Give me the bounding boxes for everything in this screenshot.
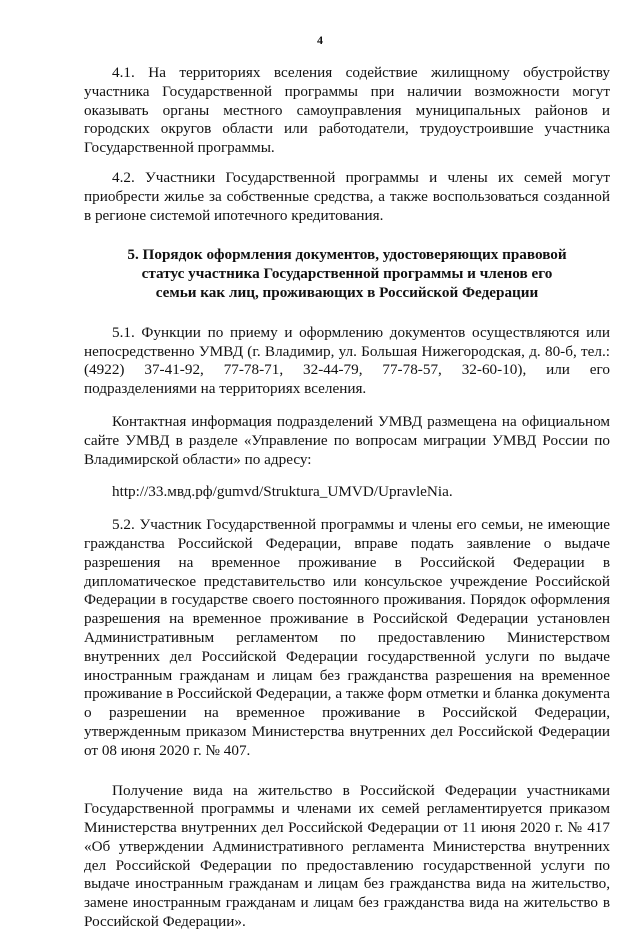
section-5-heading bbox=[84, 246, 610, 302]
umvd-url-link[interactable]: http://33.мвд.рф/gumvd/Struktura_UMVD/UpravleNia. bbox=[112, 483, 453, 501]
paragraph-contact-info: Контактная информация подразделений УМВД размещена на официальном сайте УМВД в разделе «Управление по вопросам миграции УМВД России по Владимирской области» по адресу: bbox=[84, 412, 610, 468]
paragraph-4-1: 4.1. На территориях вселения содействие жилищному обустройству участника Государственной программы при наличии возможности могут оказывать органы местного самоуправления муниципальных районов и городских округов области или работодатели, трудоустроившие участника Государственной программы. bbox=[84, 64, 610, 157]
paragraph-5-2: 5.2. Участник Государственной программы и члены его семьи, не имеющие гражданства Российской Федерации, вправе подать заявление о выдаче разрешения на временное проживание в Российской Федерации в дипломатическое представительство или консульское учреждение Российской Федерации в государстве своего постоянного проживания. Порядок оформления разрешения на временное проживание в Российской Федерации установлен Административным регламентом по предоставлению Министерством внутренних дел Российской Федерации государственной услуги по выдаче иностранным гражданам и лицам без гражданства разрешения на временное проживание в Российской Федерации, а также форм отметки и бланка документа о разрешении на временное проживание в Российской Федерации, утвержденным приказом Министерства внутренних дел Российской Федерации от 08 июня 2020 г. № 407. bbox=[84, 516, 610, 759]
paragraph-5-1: 5.1. Функции по приему и оформлению документов осуществляются или непосредственно УМВД (г. Владимир, ул. Большая Нижегородская, д. 80-б, тел.: (4922) 37-41-92, 77-78-71, 32-44-79, 77-78-57, 32-60-10), или его подразделениями на территориях вселения. bbox=[84, 323, 610, 398]
document-body bbox=[84, 64, 610, 932]
section-5-heading-line: 5. Порядок оформления документов, удостоверяющих правовой bbox=[127, 246, 567, 264]
section-5-heading-line: статус участника Государственной программы и членов его bbox=[141, 265, 553, 283]
paragraph-4-2: 4.2. Участники Государственной программы и члены их семей могут приобрести жилье за собственные средства, а также воспользоваться созданной в регионе системой ипотечного кредитования. bbox=[84, 168, 610, 224]
page-number: 4 bbox=[317, 33, 323, 47]
paragraph-residence-permit: Получение вида на жительство в Российской Федерации участниками Государственной программы и членами их семей регламентируется приказом Министерства внутренних дел Российской Федерации от 11 июня 2020 г. № 417 «Об утверждении Административного регламента Министерства внутренних дел Российской Федерации по предоставлению государственной услуги по выдаче иностранным гражданам и лицам без гражданства вида на жительство, замене иностранным гражданам и лицам без гражданства вида на жительство в Российской Федерации». bbox=[84, 781, 610, 931]
section-5-heading-line: семьи как лиц, проживающих в Российской Федерации bbox=[155, 283, 539, 301]
